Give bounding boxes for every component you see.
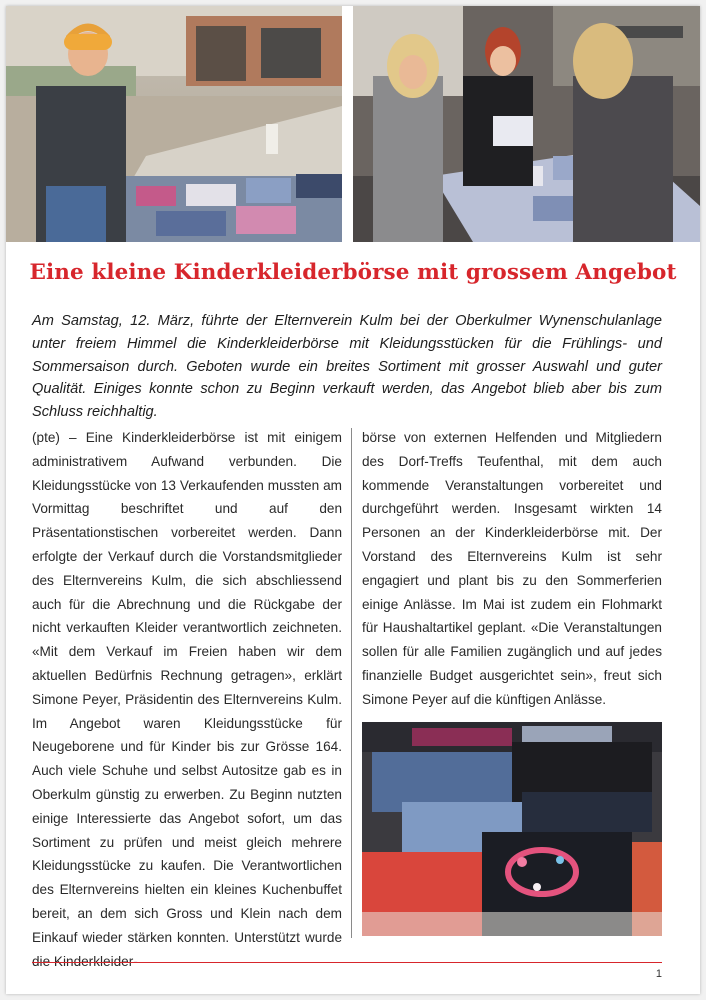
body-column-right [362,426,662,712]
article-lead: Am Samstag, 12. März, führte der Elternverein Kulm bei der Oberkulmer Wynenschulanlage unter freiem Himmel die Kinderkleiderbörse mit Kleidungsstücken für die Frühlings- und Sommersaison durch. Geboten wurde ein breites Sortiment mit grosser Auswahl und guter Qualität. Einiges konnte schon zu Beginn verkauft werden, das Angebot blieb aber bis zum Schluss reichhaltig. [32,313,662,421]
photo-woman-at-clothing-tables [6,6,342,242]
page-number: 1 [655,968,662,980]
body-text-left: (pte) – Eine Kinderkleiderbörse ist mit einigem administrativem Aufwand verbunden. Die Kleidungsstücke von 13 Verkaufenden mussten am Vormittag beschriftet und auf den Präsentationstischen vorbereitet werden. Dann erfolgte der Verkauf durch die Vorstandsmitglieder des Elternvereins Kulm, die sich abschliessend auch für die Abrechnung und die Rückgabe der nicht verkauften Kleider verantwortlich zeichneten. «Mit dem Verkauf im Freien haben wir dem aktuellen Bedürfnis Rechnung getragen», erklärt Simone Peyer, Präsidentin des Elternvereins Kulm. Im Angebot waren Kleidungsstücke für Neugeborene und für Kinder bis zur Grösse 164. Auch viele Schuhe und selbst Autositze gab es in Oberkulm günstig zu erwerben. Zu Beginn nutzten einige Interessierte das Angebot sofort, um das Sortiment zu prüfen und meist gleich mehrere Kleidungsstücke zu kaufen. Die Verantwortlichen des Elternvereins hielten ein kleines Kuchenbuffet bereit, an dem sich Gross und Klein nach dem Einkauf wieder stärken konnten. Unterstützt wurde [32,430,342,945]
article-title: Eine kleine Kinderkleiderbörse mit grossem Angebot [29,260,677,285]
body-column-left [32,426,342,973]
photo-women-inspecting-clothes [353,6,700,242]
column-divider [351,428,352,938]
document-page [6,6,700,994]
photo-clothes-on-table [362,722,662,936]
footer-rule [32,962,662,963]
body-text-right: börse von externen Helfenden und Mitgliedern des Dorf-Treffs Teufenthal, mit dem auch kommende Veranstaltungen vorbereitet und durchgeführt werden. Insgesamt wirkten 14 Personen an der Kinderkleiderbörse mit. Der Vorstand des Elternvereins Kulm ist sehr engagiert und plant bis zu den Sommerferien einige Anlässe. Im Mai ist zudem ein Flohmarkt für Haushaltartikel geplant. «Die Veranstaltungen sollen für alle Familien zugänglich und auf jedes finanzielle Budget ausgerichtet sein», freut sich Simone Peyer auf die künftigen Anlässe. [362,430,662,707]
